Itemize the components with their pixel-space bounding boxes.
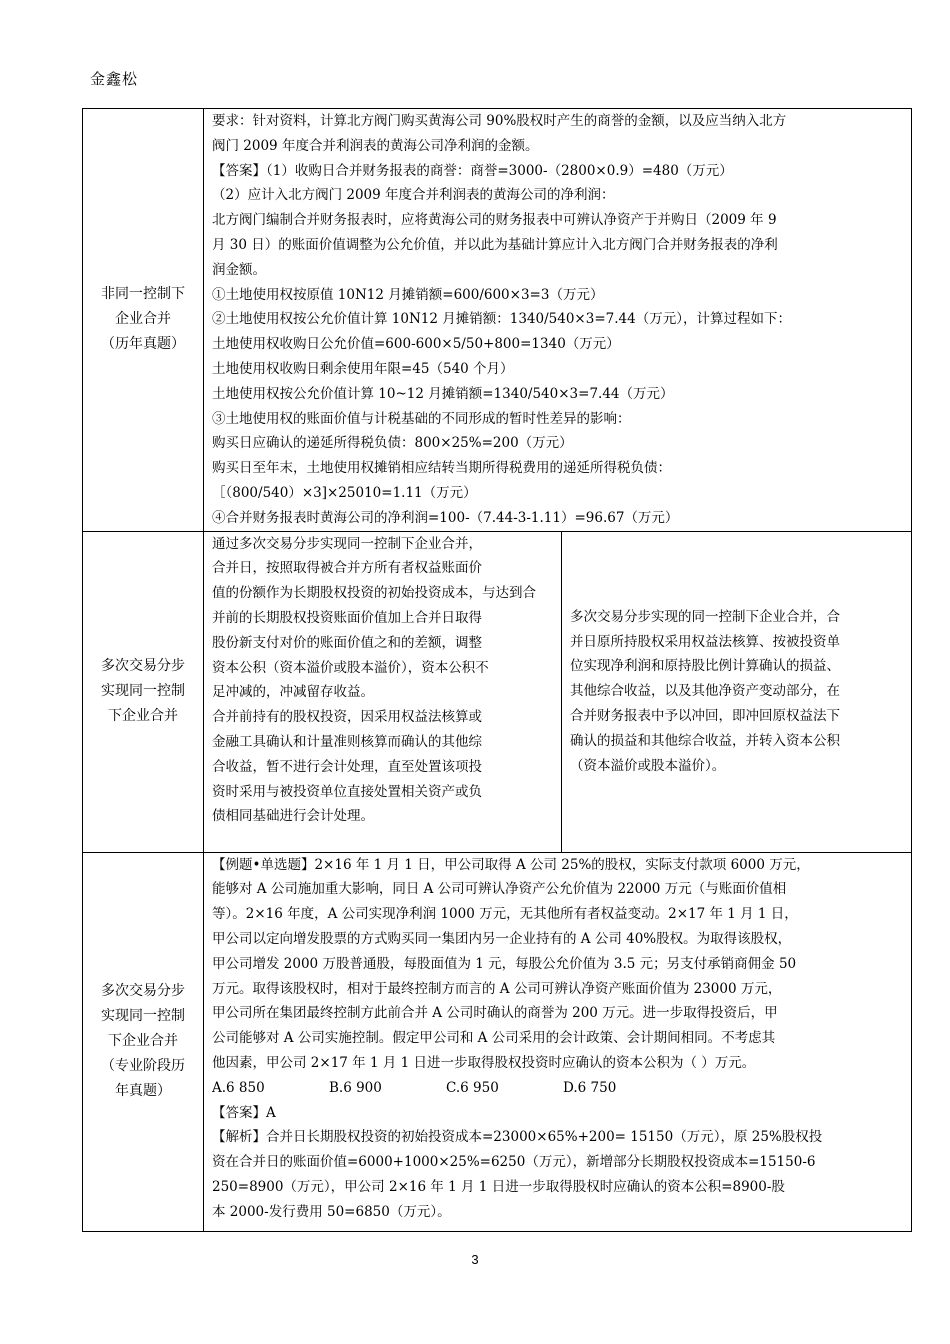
content-table [82, 108, 912, 1232]
label-line: 实现同一控制 [101, 1008, 185, 1025]
answer-line: 【答案】A [212, 1104, 276, 1121]
row-content [204, 109, 912, 532]
text-line: 合并日，按照取得被合并方所有者权益账面价 [212, 560, 482, 577]
analysis-line: 【解析】合并日长期股权投资的初始投资成本=23000×65%+200= 15150（万元），原 25%股权投 [212, 1129, 823, 1146]
row-label [83, 109, 204, 532]
label-line: 年真题） [115, 1083, 171, 1100]
label-line: 多次交易分步 [101, 658, 185, 675]
table-row [83, 531, 912, 852]
text-line: 多次交易分步实现的同一控制下企业合并，合 [570, 608, 840, 625]
question-line: 甲公司所在集团最终控制方此前合并 A 公司时确认的商誉为 200 万元。进一步取得投资后，甲 [212, 1005, 778, 1022]
row-content [204, 852, 912, 1231]
text-line: （2）应计入北方阀门 2009 年度合并利润表的黄海公司的净利润： [212, 187, 615, 204]
analysis-line: 250=8900（万元），甲公司 2×16 年 1 月 1 日进一步取得股权时应确认的资本公积=8900-股 [212, 1178, 785, 1195]
question-line: 他因素，甲公司 2×17 年 1 月 1 日进一步取得股权投资时应确认的资本公积为（ ）万元。 [212, 1054, 756, 1071]
option-c: C.6 950 [446, 1079, 499, 1096]
text-line: 并前的长期股权投资账面价值加上合并日取得 [212, 609, 482, 626]
text-line: 确认的损益和其他综合收益，并转入资本公积 [570, 732, 840, 749]
row-content-right [562, 531, 912, 852]
text-line: 值的份额作为长期股权投资的初始投资成本，与达到合 [212, 585, 536, 602]
label-line: （历年真题） [101, 336, 185, 353]
text-line: 购买日应确认的递延所得税负债：800×25%=200（万元） [212, 435, 573, 452]
table-row [83, 109, 912, 532]
text-line: 股份新支付对价的账面价值之和的差额，调整 [212, 634, 482, 651]
label-line: 下企业合并 [108, 708, 178, 725]
question-line: 万元。取得该股权时，相对于最终控制方而言的 A 公司可辨认净资产账面价值为 23000 万元， [212, 980, 782, 997]
analysis-line: 资在合并日的账面价值=6000+1000×25%=6250（万元），新增部分长期股权投资成本=15150-6 [212, 1154, 816, 1171]
question-line: 能够对 A 公司施加重大影响，同日 A 公司可辨认净资产公允价值为 22000 万元（与账面价值相 [212, 881, 787, 898]
text-line: 合并前持有的股权投资，因采用权益法核算或 [212, 709, 482, 726]
row-label [83, 531, 204, 852]
text-line: 债相同基础进行会计处理。 [212, 808, 374, 825]
text-line: 合并财务报表中予以冲回，即冲回原权益法下 [570, 707, 840, 724]
text-line: 金融工具确认和计量准则核算而确认的其他综 [212, 733, 482, 750]
text-line: ④合并财务报表时黄海公司的净利润=100-（7.44-3-1.11）=96.67（万元） [212, 509, 679, 526]
option-d: D.6 750 [563, 1079, 617, 1096]
text-line: 并日原所持股权采用权益法核算、按被投资单 [570, 633, 840, 650]
text-line: 土地使用权收购日公允价值=600-600×5/50+800=1340（万元） [212, 336, 620, 353]
text-line: （资本溢价或股本溢价）。 [570, 757, 726, 774]
label-line: 非同一控制下 [101, 286, 185, 303]
text-line: 土地使用权收购日剩余使用年限=45（540 个月） [212, 360, 514, 377]
text-line: 资本公积（资本溢价或股本溢价），资本公积不 [212, 659, 489, 676]
question-line: 公司能够对 A 公司实施控制。假定甲公司和 A 公司采用的会计政策、会计期间相同。不考虑其 [212, 1030, 776, 1047]
text-line: 北方阀门编制合并财务报表时，应将黄海公司的财务报表中可辨认净资产于并购日（2009 年 9 [212, 212, 777, 229]
text-line: ①土地使用权按原值 10N12 月摊销额=600/600×3=3（万元） [212, 286, 604, 303]
question-line: 等）。2×16 年度，A 公司实现净利润 1000 万元，无其他所有者权益变动。2×17 年 1 月 1 日， [212, 906, 798, 923]
author-name: 金鑫松 [90, 70, 139, 88]
question-line: 【例题•单选题】2×16 年 1 月 1 日，甲公司取得 A 公司 25%的股权，实际支付款项 6000 万元， [212, 856, 810, 873]
text-line: 其他综合收益，以及其他净资产变动部分，在 [570, 683, 840, 700]
table-row [83, 852, 912, 1231]
text-line: 足冲减的，冲减留存收益。 [212, 684, 374, 701]
text-line: 阀门 2009 年度合并利润表的黄海公司净利润的金额。 [212, 137, 539, 154]
question-line: 甲公司增发 2000 万股普通股，每股面值为 1 元，每股公允价值为 3.5 元；另支付承销商佣金 50 [212, 955, 797, 972]
option-a: A.6 850 [212, 1079, 265, 1096]
text-line: 购买日至年末，土地使用权摊销相应结转当期所得税费用的递延所得税负债： [212, 460, 671, 477]
label-line: 多次交易分步 [101, 983, 185, 1000]
text-line: ［（800/540）×3]×25010=1.11（万元） [212, 484, 477, 501]
answer-options [212, 1076, 905, 1101]
text-line: ③土地使用权的账面价值与计税基础的不同形成的暂时性差异的影响： [212, 410, 631, 427]
text-line: 资时采用与被投资单位直接处置相关资产或负 [212, 783, 482, 800]
row-label [83, 852, 204, 1231]
label-line: 下企业合并 [108, 1033, 178, 1050]
label-line: 企业合并 [115, 311, 171, 328]
text-line: 合收益，暂不进行会计处理，直至处置该项投 [212, 758, 482, 775]
page-number: 3 [471, 1252, 479, 1267]
analysis-line: 本 2000-发行费用 50=6850（万元）。 [212, 1203, 451, 1220]
text-line: 通过多次交易分步实现同一控制下企业合并， [212, 535, 482, 552]
row-content-left [204, 531, 562, 852]
text-line: 润金额。 [212, 261, 266, 278]
text-line: 月 30 日）的账面价值调整为公允价值，并以此为基础计算应计入北方阀门合并财务报表的净利 [212, 236, 778, 253]
label-line: （专业阶段历 [101, 1058, 185, 1075]
label-line: 实现同一控制 [101, 683, 185, 700]
text-line: 土地使用权按公允价值计算 10~12 月摊销额=1340/540×3=7.44（万元） [212, 385, 674, 402]
text-line: 位实现净利润和原持股比例计算确认的损益、 [570, 658, 840, 675]
text-line: ②土地使用权按公允价值计算 10N12 月摊销额：1340/540×3=7.44（万元），计算过程如下： [212, 311, 791, 328]
text-line: 要求：针对资料，计算北方阀门购买黄海公司 90%股权时产生的商誉的金额，以及应当纳入北方 [212, 113, 787, 129]
option-b: B.6 900 [329, 1079, 382, 1096]
text-line: 【答案】（1）收购日合并财务报表的商誉：商誉=3000-（2800×0.9）=480（万元） [212, 162, 733, 179]
question-line: 甲公司以定向增发股票的方式购买同一集团内另一企业持有的 A 公司 40%股权。为取得该股权， [212, 930, 792, 947]
